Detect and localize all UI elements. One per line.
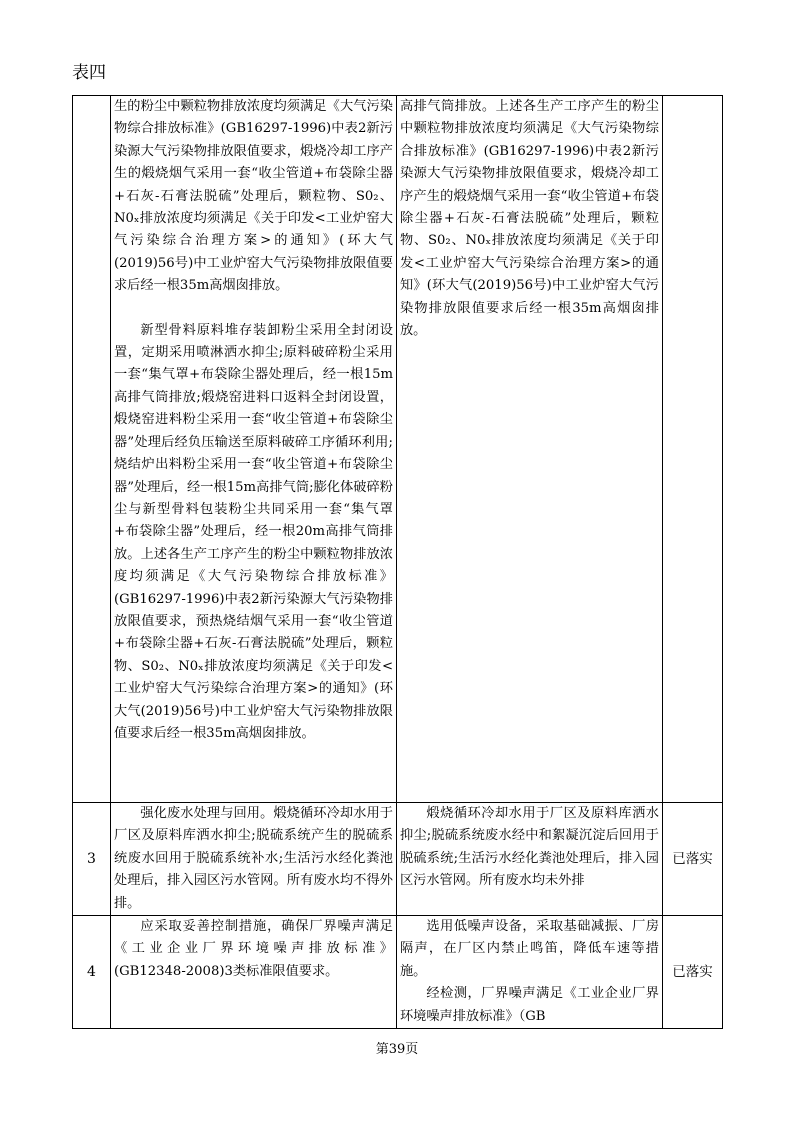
status-cell [663,96,723,803]
table-row [73,96,723,803]
implementation-cell [397,96,663,803]
row-number: 3 [73,803,111,916]
table-label: 表四 [72,63,106,83]
page-number: 第39页 [375,1042,419,1057]
implementation-cell [397,803,663,916]
requirement-cell [111,803,397,916]
requirement-paragraph: 生的粉尘中颗粒物排放浓度均须满足《大气污染物综合排放标准》(GB16297-1996)中表2新污染源大气污染物排放限值要求，煅烧冷却工序产生的煅烧烟气采用一套“收尘管道+布袋除尘器+石灰-石膏法脱硫”处理后，颗粒物、S0₂、N0ₓ排放浓度均须满足《关于印发<工业炉窑大气污染综合治理方案>的通知》(环大气(2019)56号)中工业炉窑大气污染物排放限值要求后经一根35m高烟囱排放。 [114,99,393,294]
requirement-cell [111,916,397,1029]
implementation-paragraph: 煅烧循环冷却水用于厂区及原料库洒水抑尘;脱硫系统废水经中和絮凝沉淀后回用于脱硫系统;生活污水经化粪池处理后，排入园区污水管网。所有废水均未外排 [400,806,659,889]
compliance-table [72,95,723,1029]
paragraph-gap [114,298,393,320]
implementation-paragraph: 选用低噪声设备，采取基础减振、厂房隔声，在厂区内禁止鸣笛，降低车速等措施。 [400,919,659,979]
implementation-cell [397,916,663,1029]
status-cell: 已落实 [663,803,723,916]
requirement-cell [111,96,397,803]
implementation-paragraph: 经检测，厂界噪声满足《工业企业厂界环境噪声排放标准》（GB [400,986,659,1024]
requirement-paragraph: 新型骨料原料堆存装卸粉尘采用全封闭设置，定期采用喷淋洒水抑尘;原料破碎粉尘采用一套“集气罩+布袋除尘器处理后，经一根15m高排气筒排放;煅烧窑进料口返料全封闭设置，煅烧窑进料粉尘采用一套“收尘管道+布袋除尘器”处理后经负压输送至原料破碎工序循环利用;烧结炉出料粉尘采用一套“收尘管道+布袋除尘器”处理后，经一根15m高排气筒;膨化体破碎粉尘与新型骨料包装粉尘共同采用一套“集气罩+布袋除尘器”处理后，经一根20m高排气筒排放。上述各生产工序产生的粉尘中颗粒物排放浓度均须满足《大气污染物综合排放标准》(GB16297-1996)中表2新污染源大气污染物排放限值要求，预热烧结烟气采用一套“收尘管道+布袋除尘器+石灰-石膏法脱硫”处理后，颗粒物、S0₂、N0ₓ排放浓度均须满足《关于印发<工业炉窑大气污染综合治理方案>的通知》(环大气(2019)56号)中工业炉窑大气污染物排放限值要求后经一根35m高烟囱排放。 [114,322,393,741]
requirement-paragraph: 强化废水处理与回用。煅烧循环冷却水用于厂区及原料库洒水抑尘;脱硫系统产生的脱硫系统废水回用于脱硫系统补水;生活污水经化粪池处理后，排入园区污水管网。所有废水均不得外排。 [114,806,393,911]
table-row [73,803,723,916]
requirement-paragraph: 应采取妥善控制措施，确保厂界噪声满足《工业企业厂界环境噪声排放标准》(GB12348-2008)3类标准限值要求。 [114,919,393,979]
row-number: 4 [73,916,111,1029]
status-cell: 已落实 [663,916,723,1029]
table-row [73,916,723,1029]
implementation-paragraph: 高排气筒排放。上述各生产工序产生的粉尘中颗粒物排放浓度均须满足《大气污染物综合排放标准》(GB16297-1996)中表2新污染源大气污染物排放限值要求，煅烧冷却工序产生的煅烧烟气采用一套“收尘管道+布袋除尘器+石灰-石膏法脱硫”处理后，颗粒物、S0₂、N0ₓ排放浓度均须满足《关于印发<工业炉窑大气污染综合治理方案>的通知》(环大气(2019)56号)中工业炉窑大气污染物排放限值要求后经一根35m高烟囱排放。 [400,99,659,339]
row-number [73,96,111,803]
